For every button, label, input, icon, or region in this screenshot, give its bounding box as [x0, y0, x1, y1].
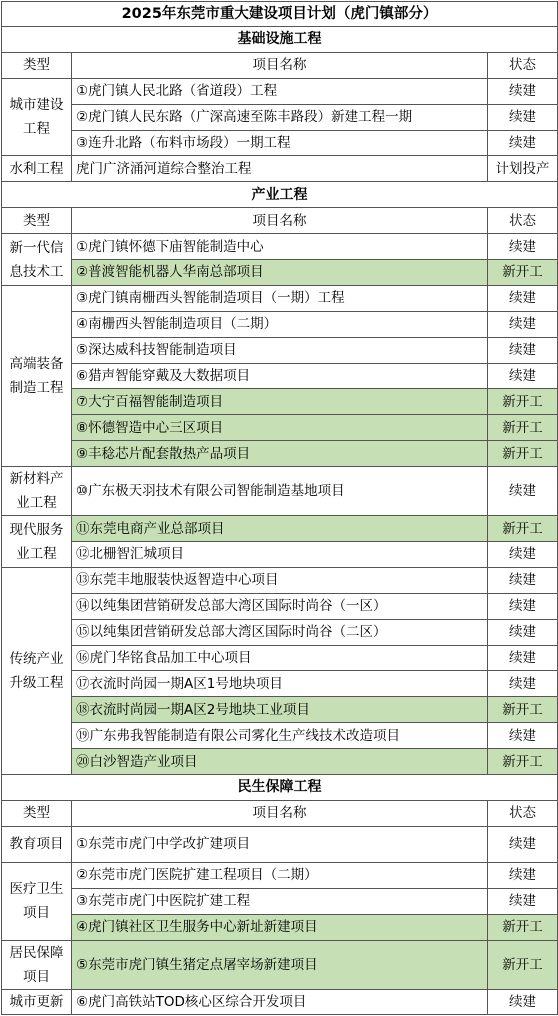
table-row: [2, 697, 558, 723]
table-title: 2025年东莞市重大建设项目计划（虎门镇部分）: [2, 2, 558, 27]
header-status: 状态: [488, 800, 558, 826]
project-status: 新开工: [488, 260, 558, 286]
header-type: 类型: [2, 208, 72, 234]
table-row: [2, 260, 558, 286]
table-row: [2, 285, 558, 311]
table-row: [2, 888, 558, 914]
header-type: 类型: [2, 800, 72, 826]
project-status: 新开工: [488, 940, 558, 989]
table-row: [2, 749, 558, 775]
project-status: 续建: [488, 234, 558, 260]
table-row: [2, 441, 558, 467]
table-row: [2, 826, 558, 862]
project-status: 续建: [488, 619, 558, 645]
category-cell: 城市更新: [2, 989, 72, 1015]
category-cell: 医疗卫生项目: [2, 862, 72, 940]
header-type: 类型: [2, 52, 72, 78]
category-cell: 新一代信息技术工: [2, 234, 72, 286]
table-row: [2, 467, 558, 516]
table-row: [2, 914, 558, 940]
header-status: 状态: [488, 208, 558, 234]
category-cell: 城市建设工程: [2, 78, 72, 156]
header-row: [2, 208, 558, 234]
project-status: 续建: [488, 78, 558, 104]
project-name: ②虎门镇人民东路（广深高速至陈丰路段）新建工程一期: [72, 104, 488, 130]
project-name: ⑥猎声智能穿戴及大数据项目: [72, 363, 488, 389]
table-row: [2, 234, 558, 260]
table-row: [2, 567, 558, 593]
project-name: ①东莞市虎门中学改扩建项目: [72, 826, 488, 862]
project-status: 续建: [488, 723, 558, 749]
project-name: ④虎门镇社区卫生服务中心新址新建项目: [72, 914, 488, 940]
project-status: 续建: [488, 593, 558, 619]
category-cell: 高端装备制造工程: [2, 285, 72, 466]
project-name: ⑲广东弗我智能制造有限公司雾化生产线技术改造项目: [72, 723, 488, 749]
project-status: 续建: [488, 467, 558, 516]
project-name: ⑤东莞市虎门镇生猪定点屠宰场新建项目: [72, 940, 488, 989]
header-name: 项目名称: [72, 208, 488, 234]
project-name: ⑰衣流时尚园一期A区1号地块项目: [72, 671, 488, 697]
header-row: [2, 800, 558, 826]
section-title: 民生保障工程: [2, 775, 558, 801]
project-name: ⑯虎门华铭食品加工中心项目: [72, 645, 488, 671]
project-name: ⑧怀德智造中心三区项目: [72, 415, 488, 441]
table-row: [2, 862, 558, 888]
project-status: 新开工: [488, 415, 558, 441]
project-name: ②普渡智能机器人华南总部项目: [72, 260, 488, 286]
table-row: [2, 593, 558, 619]
section-row: [2, 182, 558, 208]
table-row: [2, 516, 558, 542]
category-cell: 居民保障项目: [2, 940, 72, 989]
header-name: 项目名称: [72, 800, 488, 826]
project-name: ⑩广东极天羽技术有限公司智能制造基地项目: [72, 467, 488, 516]
table-row: [2, 989, 558, 1015]
project-status: 续建: [488, 363, 558, 389]
project-status: 续建: [488, 542, 558, 568]
category-cell: 现代服务业工程: [2, 516, 72, 568]
project-status: 续建: [488, 888, 558, 914]
section-title: 产业工程: [2, 182, 558, 208]
project-status: 续建: [488, 104, 558, 130]
table-row: [2, 78, 558, 104]
project-status: 续建: [488, 337, 558, 363]
table-row: [2, 104, 558, 130]
project-status: 续建: [488, 671, 558, 697]
project-status: 新开工: [488, 914, 558, 940]
project-name: ⑥虎门高铁站TOD核心区综合开发项目: [72, 989, 488, 1015]
table-row: [2, 619, 558, 645]
project-name: ⑤深达威科技智能制造项目: [72, 337, 488, 363]
project-name: ③虎门镇南栅西头智能制造项目（一期）工程: [72, 285, 488, 311]
project-name: ⑱衣流时尚园一期A区2号地块工业项目: [72, 697, 488, 723]
category-cell: 传统产业升级工程: [2, 567, 72, 774]
project-name: ⑭以纯集团营销研发总部大湾区国际时尚谷（一区）: [72, 593, 488, 619]
table-row: [2, 389, 558, 415]
header-status: 状态: [488, 52, 558, 78]
table-row: [2, 542, 558, 568]
table-row: [2, 723, 558, 749]
project-name: ⑪东莞电商产业总部项目: [72, 516, 488, 542]
section-row: [2, 27, 558, 53]
table-row: [2, 156, 558, 182]
table-row: [2, 337, 558, 363]
project-status: 新开工: [488, 389, 558, 415]
project-name: ⑮以纯集团营销研发总部大湾区国际时尚谷（二区）: [72, 619, 488, 645]
project-status: 续建: [488, 989, 558, 1015]
header-row: [2, 52, 558, 78]
project-name: 虎门广济涌河道综合整治工程: [72, 156, 488, 182]
section-title: 基础设施工程: [2, 27, 558, 53]
project-status: 续建: [488, 862, 558, 888]
project-name: ⑦大宁百福智能制造项目: [72, 389, 488, 415]
project-name: ⑨丰稔芯片配套散热产品项目: [72, 441, 488, 467]
project-status: 新开工: [488, 697, 558, 723]
category-cell: 教育项目: [2, 826, 72, 862]
title-row: [2, 2, 558, 27]
project-name: ④南栅西头智能制造项目（二期）: [72, 311, 488, 337]
project-name: ③连升北路（布料市场段）一期工程: [72, 130, 488, 156]
table-row: [2, 311, 558, 337]
table-row: [2, 645, 558, 671]
project-status: 续建: [488, 645, 558, 671]
table-row: [2, 671, 558, 697]
project-status: 新开工: [488, 749, 558, 775]
table-row: [2, 940, 558, 989]
project-status: 续建: [488, 567, 558, 593]
table-row: [2, 415, 558, 441]
project-status: 新开工: [488, 441, 558, 467]
project-status: 续建: [488, 130, 558, 156]
project-name: ⑳白沙智造产业项目: [72, 749, 488, 775]
category-cell: 水利工程: [2, 156, 72, 182]
project-name: ③东莞市虎门中医院扩建工程: [72, 888, 488, 914]
section-row: [2, 775, 558, 801]
project-status: 续建: [488, 311, 558, 337]
project-name: ①虎门镇怀德下庙智能制造中心: [72, 234, 488, 260]
header-name: 项目名称: [72, 52, 488, 78]
project-status: 续建: [488, 285, 558, 311]
project-status: 续建: [488, 826, 558, 862]
table-row: [2, 130, 558, 156]
project-name: ②东莞市虎门医院扩建工程项目（二期）: [72, 862, 488, 888]
table-row: [2, 363, 558, 389]
project-name: ⑬东莞丰地服装快返智造中心项目: [72, 567, 488, 593]
project-plan-table: [1, 1, 558, 1015]
project-status: 计划投产: [488, 156, 558, 182]
project-name: ⑫北栅智汇城项目: [72, 542, 488, 568]
project-name: ①虎门镇人民北路（省道段）工程: [72, 78, 488, 104]
category-cell: 新材料产业工程: [2, 467, 72, 516]
project-status: 新开工: [488, 516, 558, 542]
